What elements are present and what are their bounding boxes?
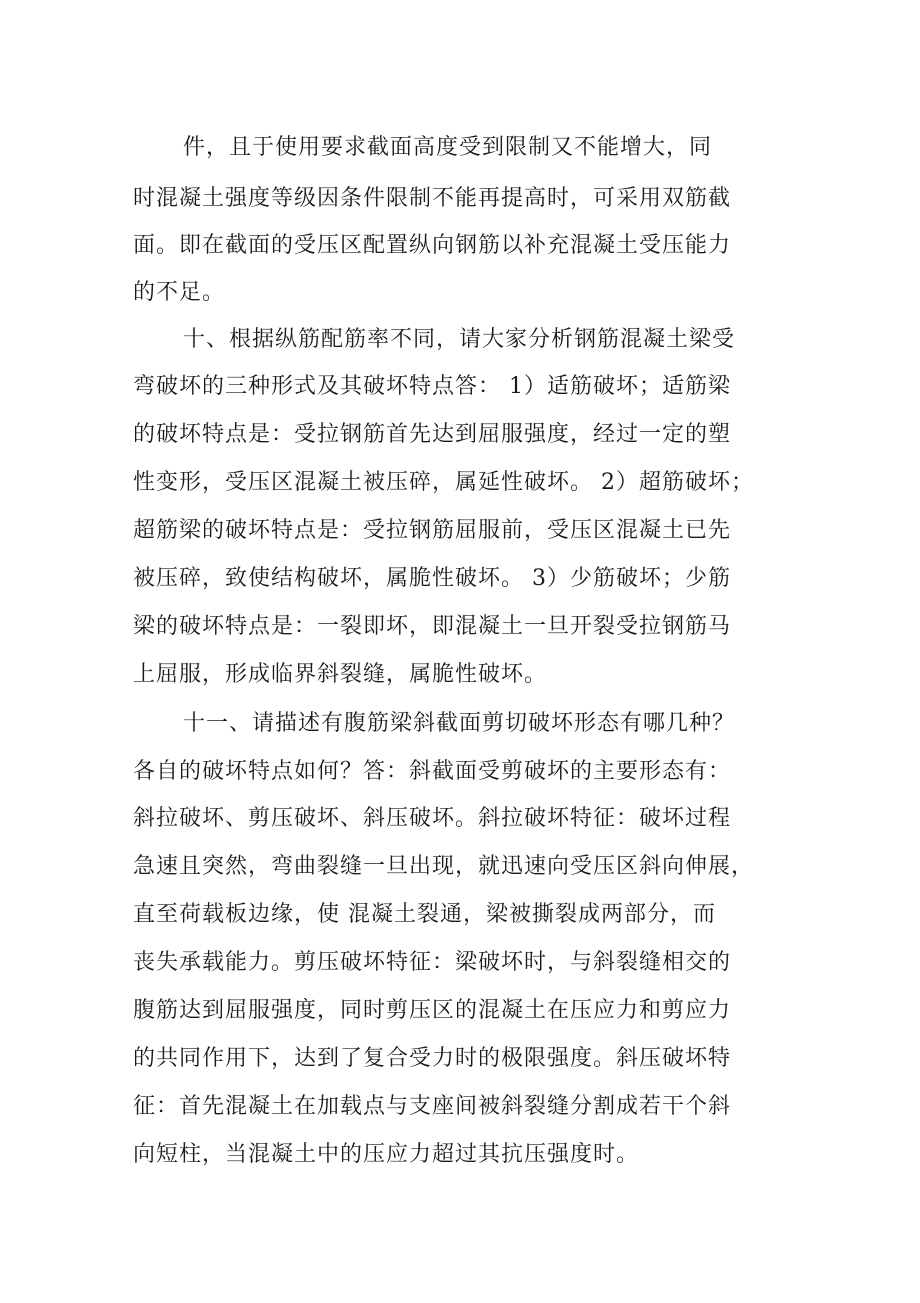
text-line: 十、根据纵筋配筋率不同，请大家分析钢筋混凝土梁受 — [183, 327, 736, 352]
text-line: 性变形，受压区混凝土被压碎，属延性破坏。 2）超筋破坏； — [133, 470, 754, 495]
text-line: 时混凝土强度等级因条件限制不能再提高时，可采用双筋截 — [133, 186, 732, 211]
text-line: 向短柱，当混凝土中的压应力超过其抗压强度时。 — [133, 1142, 640, 1167]
text-line: 征：首先混凝土在加载点与支座间被斜裂缝分割成若干个斜 — [133, 1094, 732, 1119]
text-line: 面。即在截面的受压区配置纵向钢筋以补充混凝土受压能力 — [133, 233, 732, 258]
text-line: 上屈服，形成临界斜裂缝，属脆性破坏。 — [133, 662, 548, 687]
text-line: 弯破坏的三种形式及其破坏特点答： 1）适筋破坏；适筋梁 — [133, 374, 731, 399]
text-line: 的不足。 — [133, 280, 226, 305]
text-line: 腹筋达到屈服强度，同时剪压区的混凝土在压应力和剪应力 — [133, 998, 732, 1023]
text-line: 直至荷载板边缘，使 混凝土裂通，梁被撕裂成两部分，而 — [133, 902, 716, 927]
text-line: 急速且突然，弯曲裂缝一旦出现，就迅速向受压区斜向伸展， — [133, 854, 755, 879]
text-line: 超筋梁的破坏特点是：受拉钢筋屈服前，受压区混凝土已先 — [133, 518, 732, 543]
text-line: 斜拉破坏、剪压破坏、斜压破坏。斜拉破坏特征：破坏过程 — [133, 806, 732, 831]
text-line: 十一、请描述有腹筋梁斜截面剪切破坏形态有哪几种？ — [183, 711, 736, 736]
text-line: 被压碎，致使结构破坏，属脆性破坏。 3）少筋破坏；少筋 — [133, 566, 731, 591]
text-line: 各自的破坏特点如何？答：斜截面受剪破坏的主要形态有： — [133, 759, 732, 784]
text-line: 件，且于使用要求截面高度受到限制又不能增大，同 — [183, 135, 713, 160]
text-line: 梁的破坏特点是：一裂即坏，即混凝土一旦开裂受拉钢筋马 — [133, 614, 732, 639]
text-line: 丧失承载能力。剪压破坏特征：梁破坏时，与斜裂缝相交的 — [133, 950, 732, 975]
text-line: 的共同作用下，达到了复合受力时的极限强度。斜压破坏特 — [133, 1046, 732, 1071]
text-line: 的破坏特点是：受拉钢筋首先达到屈服强度，经过一定的塑 — [133, 422, 732, 447]
